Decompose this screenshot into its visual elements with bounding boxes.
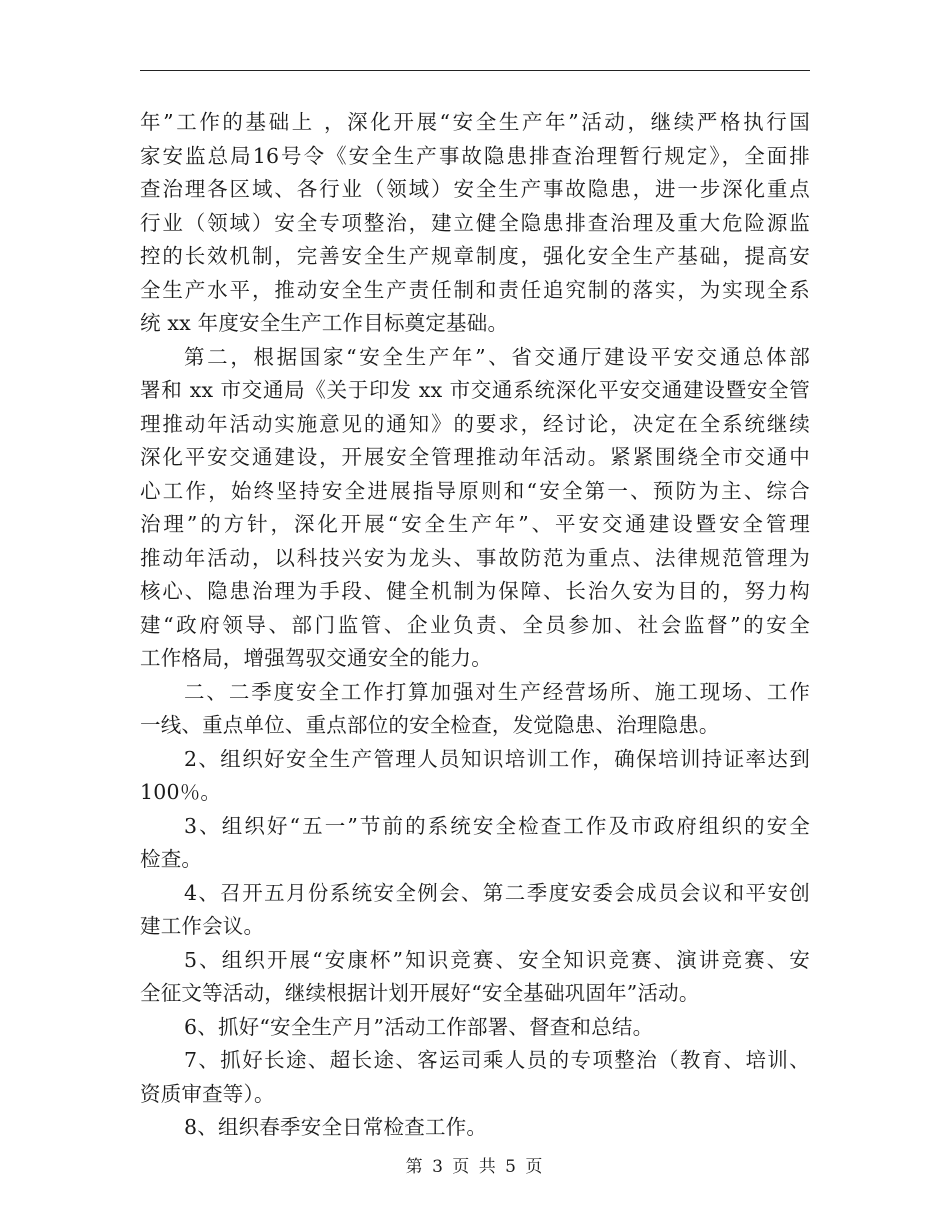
paragraph-line: 推动年活动，以科技兴安为龙头、事故防范为重点、法律规范管理为 [140,545,810,570]
paragraph-line: 二、二季度安全工作打算加强对生产经营场所、施工现场、工作 [184,679,810,704]
list-item-line: 4、召开五月份系统安全例会、第二季度安委会成员会议和平安创 [184,880,810,905]
list-item-line: 100％。 [140,780,222,804]
paragraph-line: 心工作，始终坚持安全进展指导原则和“安全第一、预防为主、综合 [140,478,810,503]
paragraph-line: 理推动年活动实施意见的通知》的要求，经讨论，决定在全系统继续 [140,411,810,436]
list-item-line: 建工作会议。 [140,914,265,938]
list-item-line: 检查。 [140,847,203,871]
list-item-line: 6、抓好“安全生产月”活动工作部署、督查和总结。 [184,1014,654,1039]
paragraph-line: 一线、重点单位、重点部位的安全检查，发觉隐患、治理隐患。 [140,713,720,737]
paragraph-line: 全生产水平，推动安全生产责任制和责任追究制的落实，为实现全系 [140,277,810,302]
paragraph-line: 第二，根据国家“安全生产年”、省交通厅建设平安交通总体部 [184,344,810,369]
list-item-line: 3、组织好“五一”节前的系统安全检查工作及市政府组织的安全 [184,813,810,838]
paragraph-line: 署和 xx 市交通局《关于印发 xx 市交通系统深化平安交通建设暨安全管 [140,378,810,402]
list-item-line: 全征文等活动，继续根据计划开展好“安全基础巩固年”活动。 [140,981,700,1005]
paragraph-line: 家安监总局16号令《安全生产事故隐患排查治理暂行规定》，全面排 [140,143,810,168]
list-item-line: 8、组织春季安全日常检查工作。 [184,1115,488,1139]
page-number: 第 3 页 共 5 页 [405,1157,545,1177]
paragraph-line: 工作格局，增强驾驭交通安全的能力。 [140,646,492,670]
paragraph-line: 行业（领域）安全专项整治，建立健全隐患排查治理及重大危险源监 [140,210,810,235]
list-item-line: 5、组织开展“安康杯”知识竞赛、安全知识竞赛、演讲竞赛、安 [184,947,810,972]
header-rule [140,70,810,71]
paragraph-line: 控的长效机制，完善安全生产规章制度，强化安全生产基础，提高安 [140,244,810,268]
paragraph-line: 治理”的方针，深化开展“安全生产年”、平安交通建设暨安全管理 [140,512,810,536]
paragraph-line: 查治理各区域、各行业（领域）安全生产事故隐患，进一步深化重点 [140,177,810,201]
paragraph-line: 统 xx 年度安全生产工作目标奠定基础。 [140,311,509,335]
paragraph-line: 深化平安交通建设，开展安全管理推动年活动。紧紧围绕全市交通中 [140,445,810,469]
list-item-line: 2、组织好安全生产管理人员知识培训工作，确保培训持证率达到 [184,746,810,771]
list-item-line: 7、抓好长途、超长途、客运司乘人员的专项整治（教育、培训、 [184,1048,810,1072]
paragraph-line: 建“政府领导、部门监管、企业负责、全员参加、社会监督”的安全 [140,612,810,637]
paragraph-line: 年”工作的基础上 ，深化开展“安全生产年”活动，继续严格执行国 [140,110,810,134]
paragraph-line: 核心、隐患治理为手段、健全机制为保障、长治久安为目的，努力构 [140,579,810,603]
document-body [140,106,810,1145]
list-item-line: 资质审查等）。 [140,1081,275,1106]
